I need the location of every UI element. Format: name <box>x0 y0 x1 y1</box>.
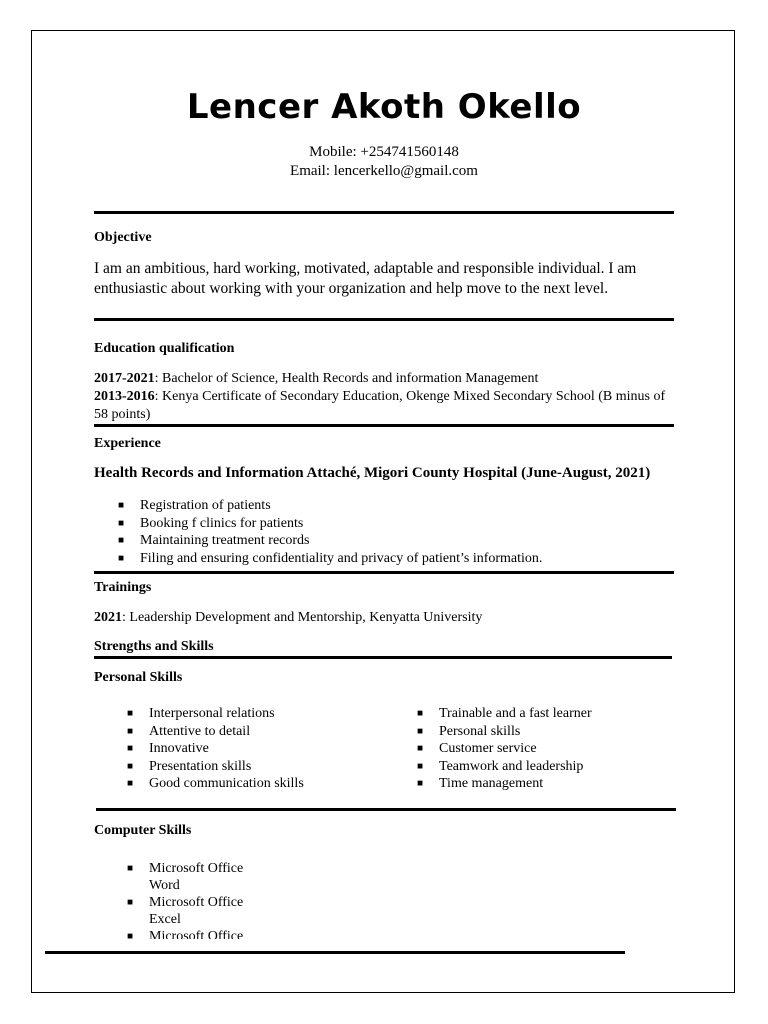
list-item: ■ Personal skills <box>417 723 521 739</box>
trainings-heading: Trainings <box>94 580 152 595</box>
divider <box>94 424 674 427</box>
bullet-icon: ■ <box>118 500 125 511</box>
education-heading: Education qualification <box>94 341 235 356</box>
resume-page <box>31 30 735 993</box>
training-year: 2021 <box>94 610 122 625</box>
bullet-icon: ■ <box>127 897 134 908</box>
education-years: 2017-2021 <box>94 371 155 386</box>
bullet-icon: ■ <box>417 760 424 772</box>
list-item: ■ Trainable and a fast learner <box>417 706 592 721</box>
personal-skills-left-list <box>127 705 399 793</box>
personal-skills-heading: Personal Skills <box>94 670 183 685</box>
divider <box>94 318 674 321</box>
personal-skills-right-list <box>417 705 689 793</box>
list-item: ■ Time management <box>417 776 544 791</box>
training-entry <box>94 609 679 627</box>
contact-email: Email: lencerkello@gmail.com <box>290 163 478 179</box>
list-item: ■ Good communication skills <box>127 776 304 791</box>
education-detail: : Kenya Certificate of Secondary Education, Okenge Mixed Secondary School (B minus of 58 points) <box>94 389 666 422</box>
list-item: ■ Innovative <box>127 741 209 756</box>
objective-heading: Objective <box>94 230 152 245</box>
divider <box>96 808 676 811</box>
footer-divider <box>45 951 625 954</box>
list-item: ■ Presentation skills <box>127 758 252 774</box>
computer-skills-list <box>127 860 253 939</box>
education-years: 2013-2016 <box>94 389 155 404</box>
experience-role: Health Records and Information Attaché, Migori County Hospital (June-August, 2021) <box>94 465 651 481</box>
bullet-icon: ■ <box>127 931 134 939</box>
education-entry <box>94 370 679 388</box>
list-item: ■ Registration of patients <box>118 498 271 513</box>
bullet-icon: ■ <box>417 725 424 737</box>
computer-skills-clip <box>92 857 392 939</box>
bullet-icon: ■ <box>127 863 134 874</box>
divider <box>94 571 674 574</box>
objective-text: I am an ambitious, hard working, motivated, adaptable and responsible individual. I am enthusiastic about working with your organization and help move to the next level. <box>94 260 637 297</box>
skills-heading: Strengths and Skills <box>94 639 214 654</box>
divider <box>94 211 674 214</box>
list-item: ■ Booking f clinics for patients <box>118 515 304 531</box>
bullet-icon: ■ <box>118 552 125 564</box>
bullet-icon: ■ <box>127 778 134 789</box>
bullet-icon: ■ <box>127 708 134 719</box>
list-item: ■ Filing and ensuring confidentiality and privacy of patient’s information. <box>118 550 543 566</box>
divider <box>94 656 672 659</box>
bullet-icon: ■ <box>417 743 424 754</box>
education-entry <box>94 388 679 424</box>
experience-duties-list <box>118 497 660 567</box>
bullet-icon: ■ <box>417 708 424 719</box>
experience-heading: Experience <box>94 436 161 451</box>
list-item: ■ Microsoft Office <box>149 928 253 939</box>
bullet-icon: ■ <box>118 517 125 529</box>
bullet-icon: ■ <box>118 535 125 546</box>
computer-skills-heading: Computer Skills <box>94 823 192 838</box>
list-item: ■ Microsoft Office Word <box>127 861 244 893</box>
training-detail: : Leadership Development and Mentorship, Kenyatta University <box>122 610 483 625</box>
education-detail: : Bachelor of Science, Health Records and information Management <box>154 371 539 386</box>
list-item: ■ Customer service <box>417 741 537 756</box>
bullet-icon: ■ <box>127 743 134 754</box>
list-item: ■ Interpersonal relations <box>127 706 275 721</box>
list-item: ■ Teamwork and leadership <box>417 758 584 774</box>
list-item: ■ Maintaining treatment records <box>118 533 310 548</box>
contact-mobile: Mobile: +254741560148 <box>309 144 459 160</box>
list-item: ■ Microsoft Office Excel <box>127 895 244 927</box>
bullet-icon: ■ <box>417 778 424 789</box>
candidate-name: Lencer Akoth Okello <box>186 87 582 127</box>
bullet-icon: ■ <box>127 725 134 737</box>
bullet-icon: ■ <box>127 760 134 772</box>
list-item: ■ Attentive to detail <box>127 723 251 739</box>
